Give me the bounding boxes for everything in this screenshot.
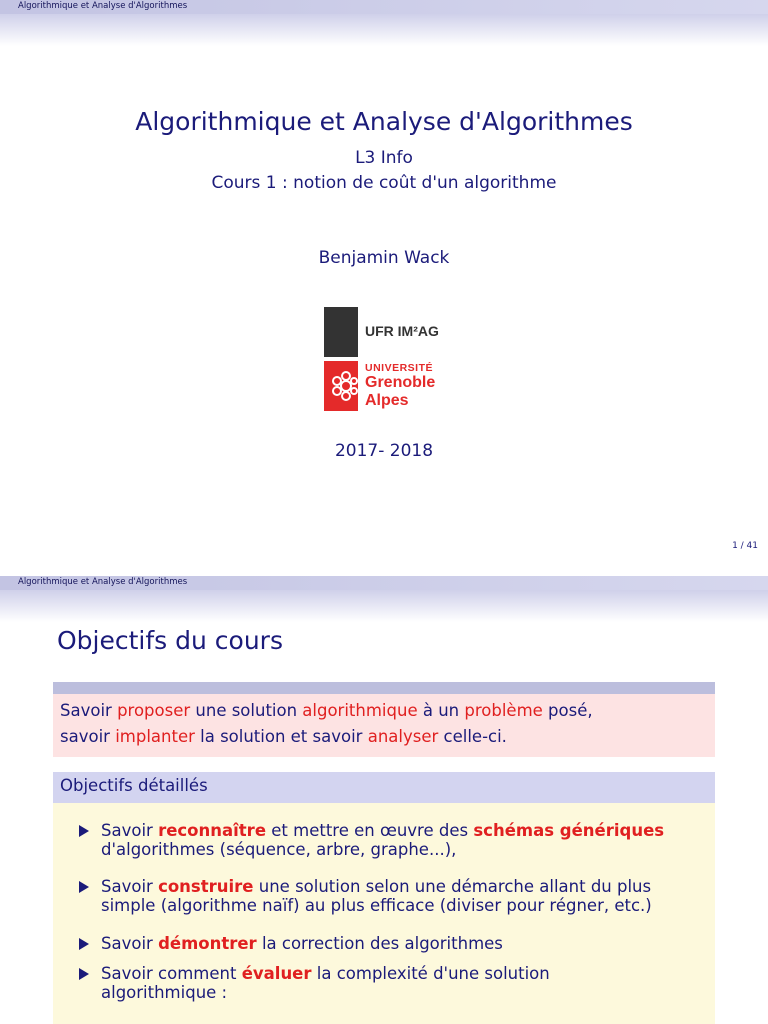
list-item-line	[101, 983, 550, 1002]
text-run: Savoir	[101, 877, 159, 896]
course-level: L3 Info	[355, 148, 413, 168]
university-logo	[324, 307, 446, 411]
highlighted-term: proposer	[117, 701, 191, 720]
highlighted-term: algorithmique	[302, 701, 418, 720]
author-name: Benjamin Wack	[318, 248, 450, 268]
list-item-line	[101, 840, 664, 859]
highlighted-term: problème	[464, 701, 543, 720]
slide-title: Objectifs du cours	[57, 626, 283, 655]
presentation-title: Algorithmique et Analyse d'Algorithmes	[135, 107, 633, 136]
logo-city-line1: Grenoble	[365, 374, 436, 391]
text-run: Savoir comment	[101, 964, 242, 983]
detailed-objectives-title: Objectifs détaillés	[60, 776, 208, 795]
logo-ufr-text: UFR IM²AG	[365, 323, 439, 339]
logo-city-line2: Alpes	[365, 392, 409, 409]
logo-red-block	[324, 361, 358, 411]
text-run: algorithmique :	[101, 983, 228, 1002]
header-gradient	[0, 590, 768, 622]
list-item-line	[101, 896, 652, 915]
triangle-bullet-icon	[79, 938, 89, 950]
detailed-objectives-header	[53, 772, 715, 803]
highlighted-term: reconnaître	[158, 821, 267, 840]
text-run: la complexité d'une solution	[311, 964, 550, 983]
course-subtitle: Cours 1 : notion de coût d'un algorithme	[211, 173, 557, 193]
text-run: Savoir	[101, 934, 159, 953]
header-course-title: Algorithmique et Analyse d'Algorithmes	[18, 577, 188, 587]
list-item	[101, 964, 550, 1002]
text-run: d'algorithmes (séquence, arbre, graphe...),	[101, 840, 457, 859]
detailed-objectives-block	[53, 803, 715, 1024]
text-run: la solution et savoir	[194, 727, 368, 746]
page-number: 1 / 41	[732, 541, 758, 551]
alert-line-2	[60, 727, 507, 746]
triangle-bullet-icon	[79, 825, 89, 837]
list-item	[101, 877, 652, 915]
text-run: Savoir	[60, 701, 118, 720]
slide-header-bar	[0, 0, 768, 14]
triangle-bullet-icon	[79, 881, 89, 893]
list-item	[101, 821, 664, 859]
logo-flower-icon	[324, 361, 358, 411]
text-run: Savoir	[101, 821, 159, 840]
header-course-title: Algorithmique et Analyse d'Algorithmes	[18, 1, 188, 11]
triangle-bullet-icon	[79, 968, 89, 980]
objectives-slide	[0, 576, 768, 1024]
highlighted-term: construire	[158, 877, 254, 896]
alert-block	[53, 694, 715, 757]
alert-block-header	[53, 682, 715, 694]
text-run: une solution selon une démarche allant du plus	[253, 877, 652, 896]
logo-universite-text: UNIVERSITÉ	[365, 362, 434, 374]
header-gradient	[0, 14, 768, 46]
slide-header-bar	[0, 576, 768, 590]
list-item-line	[101, 934, 503, 953]
text-run: posé,	[542, 701, 593, 720]
highlighted-term: démontrer	[158, 934, 257, 953]
alert-line-1	[60, 701, 593, 720]
highlighted-term: analyser	[367, 727, 439, 746]
text-run: simple (algorithme naïf) au plus efficace (diviser pour régner, etc.)	[101, 896, 652, 915]
academic-year: 2017- 2018	[334, 441, 434, 461]
text-run: à un	[417, 701, 465, 720]
text-run: celle-ci.	[438, 727, 507, 746]
list-item-line	[101, 964, 550, 983]
highlighted-term: implanter	[115, 727, 195, 746]
text-run: la correction des algorithmes	[256, 934, 503, 953]
highlighted-term: schémas génériques	[473, 821, 665, 840]
logo-dark-block	[324, 307, 358, 357]
list-item-line	[101, 877, 652, 896]
list-item-line	[101, 821, 664, 840]
text-run: savoir	[60, 727, 116, 746]
logo-city-text	[365, 374, 435, 410]
text-run: une solution	[190, 701, 303, 720]
highlighted-term: évaluer	[241, 964, 312, 983]
text-run: et mettre en œuvre des	[266, 821, 474, 840]
list-item	[101, 934, 503, 953]
